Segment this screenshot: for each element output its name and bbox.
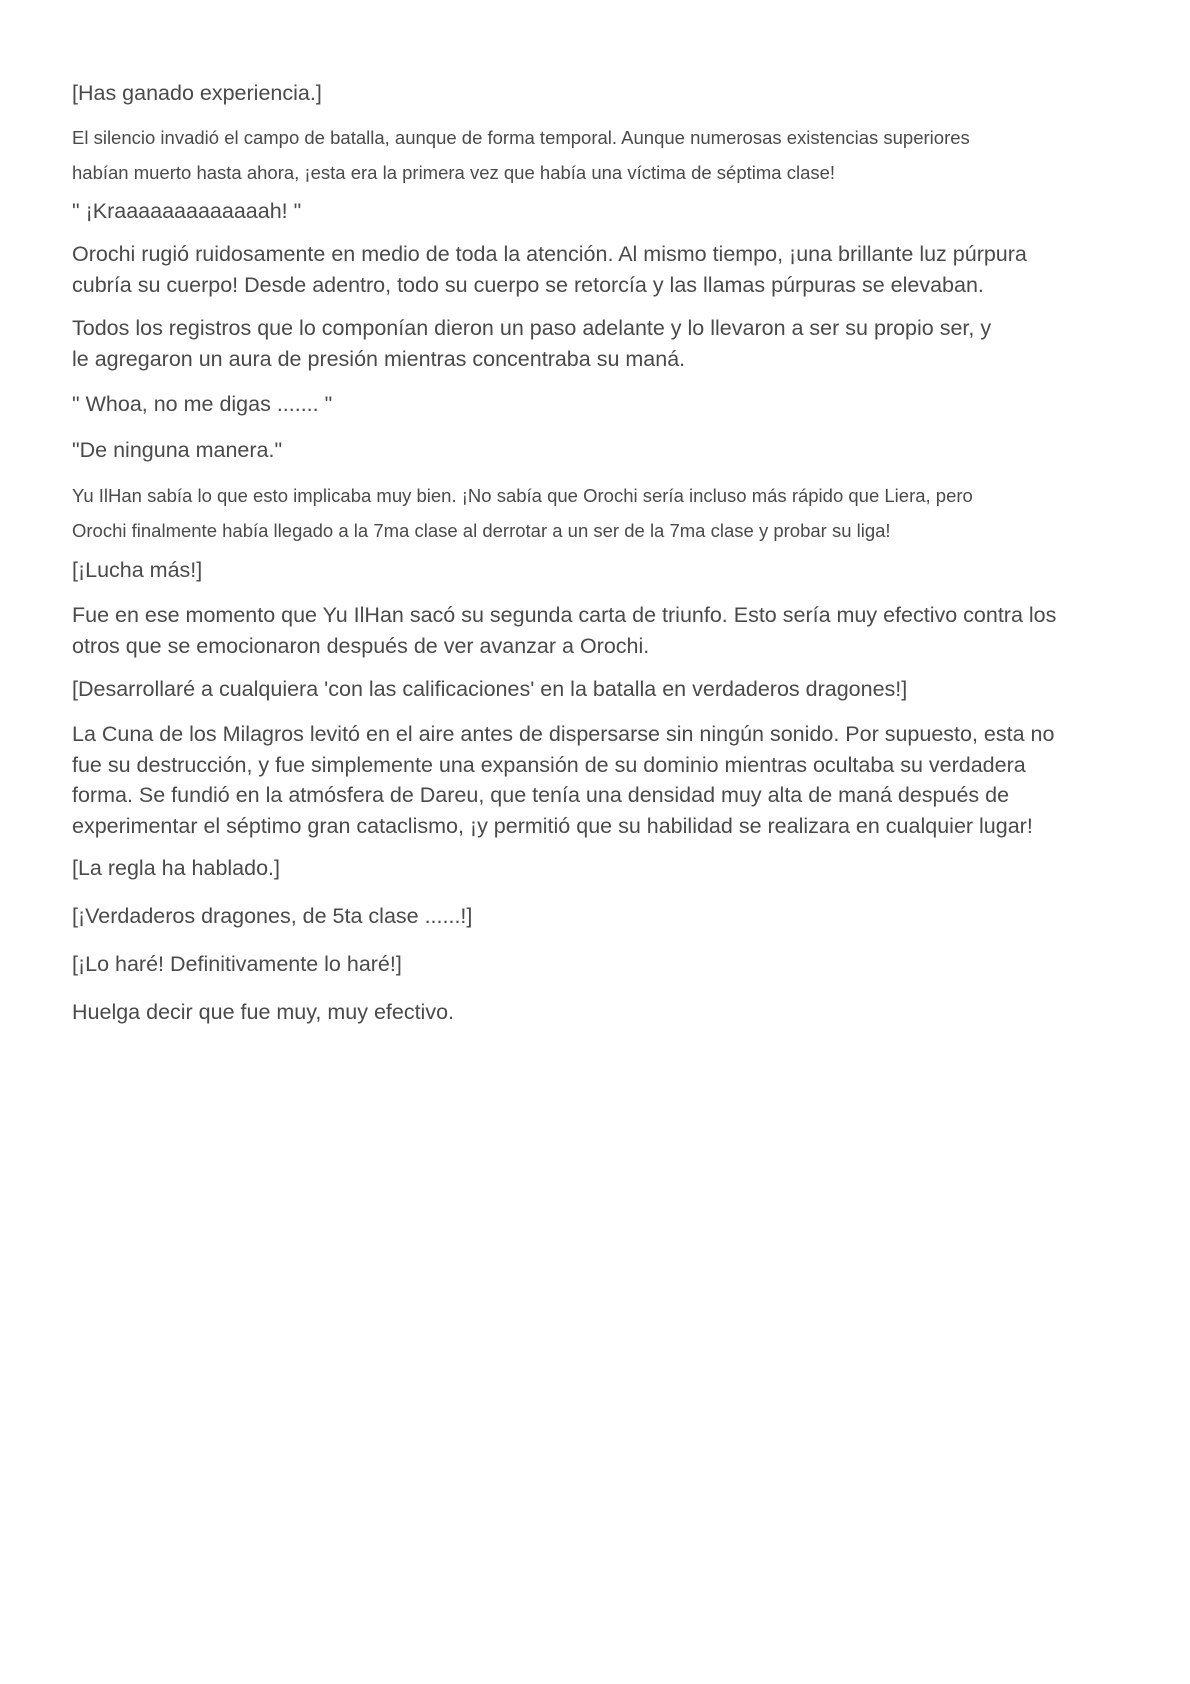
- text-line: Orochi finalmente había llegado a la 7ma clase al derrotar a un ser de la 7ma clase y probar su liga!: [72, 520, 891, 541]
- text-line: [¡Lucha más!]: [72, 558, 203, 582]
- text-line: forma. Se fundió en la atmósfera de Dareu, que tenía una densidad muy alta de maná después de: [72, 783, 1010, 807]
- narration-yu-ilhan: [72, 478, 1112, 548]
- text-line: [¡Verdaderos dragones, de 5ta clase ......!]: [72, 904, 473, 928]
- text-line: Huelga decir que fue muy, muy efectivo.: [72, 1000, 455, 1024]
- text-line: Orochi rugió ruidosamente en medio de toda la atención. Al mismo tiempo, ¡una brillante luz púrpura: [72, 242, 1027, 266]
- text-line: La Cuna de los Milagros levitó en el aire antes de dispersarse sin ningún sonido. Por supuesto, esta no: [72, 722, 1055, 746]
- dialogue-i-will: [72, 949, 1112, 980]
- system-message-experience: [72, 78, 1112, 109]
- system-message-true-dragons: [72, 901, 1112, 932]
- narration-records: [72, 313, 1112, 375]
- narration-trump-card: [72, 600, 1112, 662]
- system-message-fight-more: [72, 555, 1112, 586]
- narration-silence: [72, 120, 1112, 190]
- system-message-develop: [72, 674, 1112, 705]
- text-line: [La regla ha hablado.]: [72, 856, 280, 880]
- text-line: [Has ganado experiencia.]: [72, 81, 322, 105]
- text-line: le agregaron un aura de presión mientras concentraba su maná.: [72, 347, 686, 371]
- text-line: "De ninguna manera.": [72, 438, 283, 462]
- text-line: " Whoa, no me digas ....... ": [72, 392, 333, 416]
- document-page: [72, 78, 1112, 1028]
- text-line: Yu IlHan sabía lo que esto implicaba muy bien. ¡No sabía que Orochi sería incluso más rápido que Liera, pero: [72, 485, 973, 506]
- dialogue-whoa: [72, 389, 1112, 420]
- narration-cradle-of-miracles: [72, 719, 1112, 841]
- text-line: fue su destrucción, y fue simplemente una expansión de su dominio mientras ocultaba su verdadera: [72, 752, 1026, 777]
- text-line: [Desarrollaré a cualquiera 'con las calificaciones' en la batalla en verdaderos dragones!]: [72, 677, 908, 701]
- system-message-rule: [72, 853, 1112, 884]
- text-line: [¡Lo haré! Definitivamente lo haré!]: [72, 952, 402, 976]
- text-line: otros que se emocionaron después de ver avanzar a Orochi.: [72, 634, 650, 658]
- text-line: " ¡Kraaaaaaaaaaaaah! ": [72, 199, 302, 223]
- text-line: Fue en ese momento que Yu IlHan sacó su segunda carta de triunfo. Esto sería muy efectivo contra los: [72, 603, 1057, 627]
- dialogue-no-way: [72, 435, 1112, 466]
- dialogue-roar: [72, 196, 1112, 227]
- narration-orochi-roar: [72, 239, 1112, 301]
- text-line: cubría su cuerpo! Desde adentro, todo su cuerpo se retorcía y las llamas púrpuras se elevaban.: [72, 273, 984, 297]
- text-line: habían muerto hasta ahora, ¡esta era la primera vez que había una víctima de séptima clase!: [72, 162, 836, 183]
- text-line: El silencio invadió el campo de batalla, aunque de forma temporal. Aunque numerosas existencias superiores: [72, 127, 970, 148]
- text-line: Todos los registros que lo componían dieron un paso adelante y lo llevaron a ser su propio ser, y: [72, 316, 992, 340]
- text-line: experimentar el séptimo gran cataclismo, ¡y permitió que su habilidad se realizara en cualquier lugar!: [72, 813, 1033, 838]
- narration-effective: [72, 997, 1112, 1028]
